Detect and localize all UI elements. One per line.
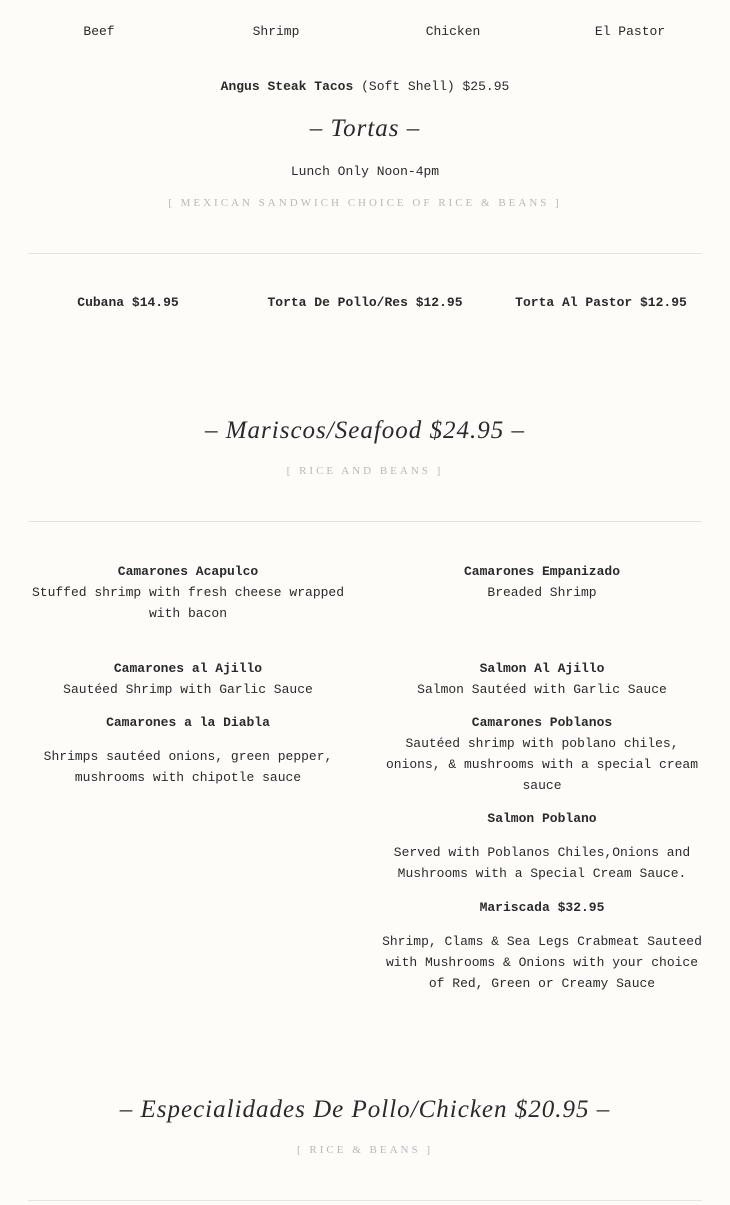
mariscos-heading: – Mariscos/Seafood $24.95 – (204, 417, 526, 444)
divider (28, 1200, 702, 1201)
item-name: Camarones Empanizado (463, 564, 621, 579)
item-description: Shrimps sautéed onions, green pepper, mushrooms with chipotle sauce (43, 749, 333, 785)
item-name: Camarones Acapulco (117, 564, 259, 579)
menu-item (382, 561, 702, 603)
item-name: Camarones a la Diabla (106, 715, 270, 730)
item-description: Sautéed shrimp with poblano chiles, onions, & mushrooms with a special cream sauce (385, 736, 699, 793)
angus-name: Angus Steak Tacos (220, 79, 354, 94)
menu-item (28, 712, 348, 788)
item-description: Sautéed Shrimp with Garlic Sauce (63, 682, 313, 697)
menu-item (382, 712, 702, 796)
tortas-heading: – Tortas – (309, 115, 421, 142)
menu-item (382, 808, 702, 884)
pollo-heading: – Especialidades De Pollo/Chicken $20.95 – (119, 1096, 611, 1123)
taco-option-chicken: Chicken (425, 24, 481, 39)
tortas-subnote: [ MEXICAN SANDWICH CHOICE OF RICE & BEANS ] (168, 197, 562, 209)
item-description: Breaded Shrimp (487, 585, 597, 600)
menu-item (380, 897, 704, 994)
item-name: Mariscada $32.95 (479, 900, 605, 915)
item-description: Served with Poblanos Chiles,Onions and Mushrooms with a Special Cream Sauce. (393, 845, 691, 881)
pollo-subnote: [ RICE & BEANS ] (297, 1144, 433, 1156)
item-description: Stuffed shrimp with fresh cheese wrapped with bacon (31, 585, 345, 621)
divider (28, 253, 702, 254)
torta-al-pastor: Torta Al Pastor $12.95 (515, 295, 687, 310)
tortas-note: Lunch Only Noon-4pm (290, 164, 440, 179)
angus-steak-tacos (0, 79, 730, 94)
menu-item (28, 561, 348, 624)
divider (28, 521, 702, 522)
menu-item (28, 658, 348, 700)
torta-de-pollo-res: Torta De Pollo/Res $12.95 (267, 295, 463, 310)
item-name: Salmon Poblano (487, 811, 597, 826)
item-description: Salmon Sautéed with Garlic Sauce (417, 682, 667, 697)
angus-detail: (Soft Shell) $25.95 (361, 79, 510, 94)
item-name: Salmon Al Ajillo (479, 661, 605, 676)
mariscos-subnote: [ RICE AND BEANS ] (286, 465, 444, 477)
taco-option-el-pastor: El Pastor (594, 24, 666, 39)
item-name: Camarones al Ajillo (113, 661, 263, 676)
menu-item (382, 658, 702, 700)
item-name: Camarones Poblanos (471, 715, 613, 730)
taco-option-shrimp: Shrimp (252, 24, 300, 39)
item-description: Shrimp, Clams & Sea Legs Crabmeat Sauteed with Mushrooms & Onions with your choice of Red, Green or Creamy Sauce (382, 934, 702, 991)
torta-cubana: Cubana $14.95 (77, 295, 179, 310)
taco-option-beef: Beef (83, 24, 115, 39)
